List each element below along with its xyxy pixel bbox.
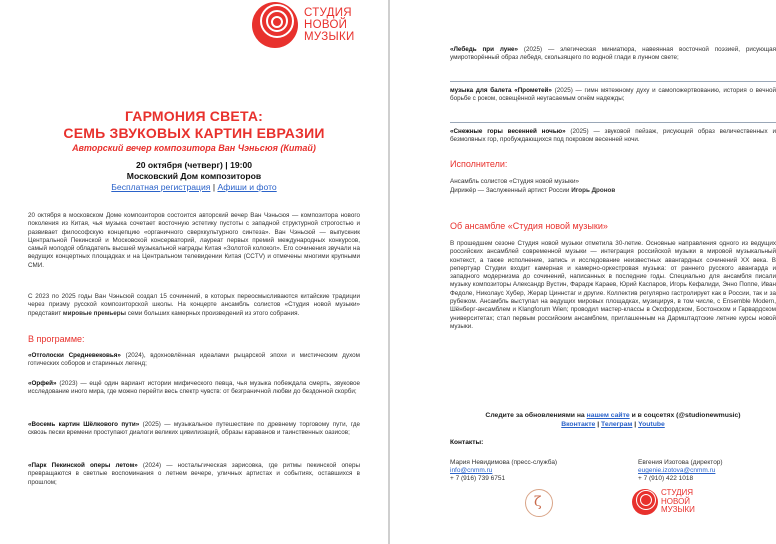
spiral-logo-icon [252,2,298,48]
program-item: «Снежные горы весенней ночью» (2025) — звуковой пейзаж, рисующий образ величественных и безмолвных гор, пробуждающихся под покровом весенней ночи. [450,128,776,144]
partner-emblem-icon: ζ [525,489,553,517]
program-item: «Лебедь при луне» (2025) — элегическая миниатюра, навеянная восточной поэзией, рисующая умиротворённый образ лебедя, скользящего по водной глади в лунном свете; [450,46,776,62]
program-item: «Парк Пекинской оперы летом» (2024) — ностальгическая зарисовка, где ритмы пекинской оперы превращаются в светлые воспоминания о летнем вечере, уличных артистах и событиях, оставшихся в прошлом; [28,462,360,486]
contact-phone: + 7 (916) 739 6751 [450,475,506,482]
follow-block: Следите за обновлениями на нашем сайте и в соцсетях (@studionewmusic) Вконтакте | Телеграм | Youtube [485,412,741,428]
page-subtitle: Авторский вечер композитора Ван Чэньсюя (Китай) [72,143,316,153]
link-separator: | [210,182,218,192]
separator-line [450,81,776,82]
separator-line [450,122,776,123]
site-link[interactable]: нашем сайте [586,412,630,419]
program-item: «Отголоски Средневековья» (2024), вдохновлённая идеалами рыцарской эпохи и мистическим духом готических соборов и старинных легенд; [28,352,360,368]
conductor-name: Игорь Дронов [571,187,616,194]
contact-phone: + 7 (910) 422 1018 [638,475,694,482]
logo-text: СТУДИЯ НОВОЙ МУЗЫКИ [661,488,695,515]
studio-logo [252,2,355,48]
posters-link[interactable]: Афиши и фото [217,182,277,192]
performers-heading: Исполнители: [450,159,508,169]
contact-name: Евгения Изотова (директор) [638,459,723,466]
program-item: музыка для балета «Прометей» (2025) — гимн мятежному духу и самопожертвованию, история о вечной борьбе с роком, освещённой неугасаемым огнём надежды; [450,87,776,103]
youtube-link[interactable]: Youtube [638,421,665,428]
logo-text: СТУДИЯ НОВОЙ МУЗЫКИ [304,6,355,44]
registration-link[interactable]: Бесплатная регистрация [111,182,211,192]
program-item: «Орфей» (2023) — ещё один вариант истории мифического певца, чья музыка побеждала смерть, звуковое исследование иного мира, где можно перейти весь спектр чувств: от безграничной любви до бездонной скорби; [28,380,360,396]
contact-email[interactable]: eugenie.izotova@cnmm.ru [638,467,716,474]
contact-press [450,459,557,483]
page-right [390,0,776,544]
about-heading: Об ансамбле «Студия новой музыки» [450,221,608,231]
contact-email[interactable]: info@cnmm.ru [450,467,493,474]
spiral-logo-icon [632,489,658,515]
studio-logo-small [632,489,695,515]
vk-link[interactable]: Вконтакте [561,421,596,428]
event-links [0,182,388,192]
event-venue: Московский Дом композиторов [126,171,262,181]
program-heading: В программе: [28,334,85,344]
intro-paragraph-1: 20 октября в московском Доме композиторов состоится авторский вечер Ван Чэньсюя — композитора нового поколения из Китая, чья музыка сочетает восточную эстетику пустоты с западной структурной строгостью и развивает философскую концепцию «органичного сверхкультурного синтеза». Ван Чэньсюй — выпускник Центральной Пекинской и Московской консерваторий, лауреат первых премий международных конкурсов, самый молодой обладатель высшей музыкальной награды Китая «Золотой колокол». Его сочинения звучали на ведущих концертных площадках и на Центральном телевидении Китая (CCTV) и отмечены многими крупными СМИ. [28,212,360,269]
event-date: 20 октября (четверг) | 19:00 [135,160,253,170]
intro-paragraph-2: С 2023 по 2025 годы Ван Чэньсюй создал 15 сочинений, в которых переосмысливаются китайские традиции через призму русской композиторской школы. На концерте ансамбль солистов «Студия новой музыки» представит мировые премьеры семи больших камерных произведений из этого собрания. [28,293,360,317]
contacts-label: Контакты: [450,439,484,446]
page-title-line2: СЕМЬ ЗВУКОВЫХ КАРТИН ЕВРАЗИИ [63,125,325,141]
performers-conductor: Дирижёр — Заслуженный артист России Игорь Дронов [450,187,616,194]
page-title-line1: ГАРМОНИЯ СВЕТА: [125,108,263,124]
contact-director [638,459,723,483]
program-item: «Восемь картин Шёлкового пути» (2025) — музыкальное путешествие по древнему торговому пути, где сквозь пески времени проступают диалоги великих цивилизаций, образы караванов и таинственных оазисов; [28,421,360,437]
premieres-bold: мировые премьеры [62,309,126,317]
performers-ensemble: Ансамбль солистов «Студия новой музыки» [450,178,579,185]
contact-name: Мария Невидимова (пресс-служба) [450,459,558,466]
telegram-link[interactable]: Телеграм [601,421,633,428]
about-paragraph: В прошедшем сезоне Студия новой музыки отметила 30-летие. Основные направления одного из ведущих российских ансамблей современной музыки — интеграция российской музыки в мировой музыкальный контекст, а также исполнение, запись и исследование неизвестных авангардных сочинений XX века. В репертуар Студии входит камерная и камерно-оркестровая музыка: от раннего русского авангарда и западного модернизма до сочинений, написанных в последние годы. Специально для ансамбля писали музыку композиторы Александр Вустин, Фарадж Караев, Юрий Каспаров, Игорь Кефалиди, Энно Поппе, Иван Федоле, Николаус Хубер, Жерар Циннстаг и другие. Коллектив регулярно гастролирует как в России, так и за рубежом. Ансамбль выступал на ведущих мировых площадках, музицируя, в том числе, с Ensemble Modern, Шёнберг-ансамблем и Klangforum Wien; проводил мастер-классы в Оксфордском, Бостонском и Гарвардском университетах; стал первым российским ансамблем, приглашенным на Дармштадтские летние курсы новой музыки. [450,240,776,330]
